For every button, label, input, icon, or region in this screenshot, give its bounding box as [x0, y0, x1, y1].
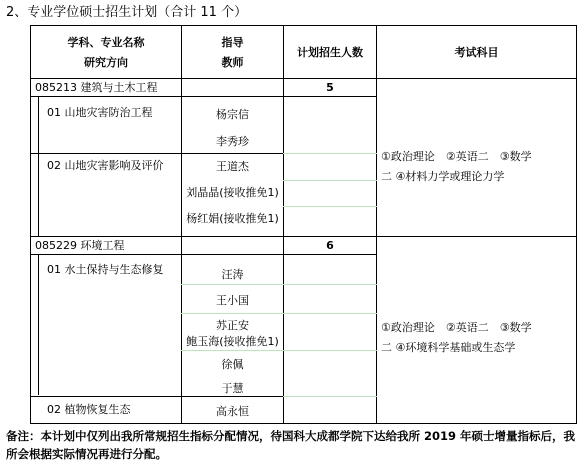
table-border-right: [576, 25, 577, 424]
teacher-name: 苏正安: [216, 319, 249, 332]
major2-direction1: 01 水土保持与生态修复: [47, 263, 164, 276]
table-border-bottom: [30, 423, 577, 424]
major2-quota: 6: [326, 239, 334, 252]
teacher-name: 徐佩: [221, 358, 244, 371]
teacher-name: 王道杰: [216, 160, 249, 173]
teacher-guide-2: [181, 313, 377, 314]
teacher-name: 汪涛: [221, 268, 244, 281]
major2-direction-divider: [30, 396, 284, 397]
header-teacher: 教师: [221, 56, 244, 69]
teacher-name: 王小国: [216, 294, 249, 307]
major1-exam-line1: ①政治理论 ②英语二 ③数学: [381, 150, 532, 163]
major1-exam-line2: 二 ④材料力学或理论力学: [381, 170, 505, 183]
major1-direction-divider: [30, 153, 284, 154]
footnote: 备注：本计划中仅列出我所常规招生指标分配情况，待国科大成都学院下达给我所 2019 年硕士增量指标后，我所会根据实际情况再进行分配。: [6, 429, 576, 461]
section-title: 2、专业学位硕士招生计划（合计 11 个）: [6, 5, 248, 20]
major1-indent-line: [38, 96, 39, 237]
table-border-left: [30, 25, 31, 424]
teacher-name: 杨红娟(接收推免1): [186, 212, 279, 225]
quota-guide-3: [283, 206, 377, 207]
major2-name: 085229 环境工程: [35, 239, 125, 252]
teacher-name: 李秀珍: [216, 135, 249, 148]
teacher-name: 高永恒: [216, 405, 249, 418]
major1-direction1: 01 山地灾害防治工程: [47, 106, 153, 119]
teacher-guide-3: [181, 350, 377, 351]
header-exam: 考试科目: [454, 46, 499, 59]
major1-quota: 5: [326, 81, 334, 94]
teacher-name: 于慧: [221, 382, 244, 395]
header-major-name: 学科、专业名称: [67, 36, 145, 49]
teacher-name: 杨宗信: [216, 108, 249, 121]
teacher-name: 鲍玉海(接收推免1): [186, 335, 279, 348]
table-border-top: [30, 25, 577, 26]
quota-guide-4: [283, 396, 377, 397]
teacher-guide-1: [181, 284, 377, 285]
teacher-name: 刘晶晶(接收推免1): [186, 186, 279, 199]
header-direction: 研究方向: [84, 56, 128, 69]
col-divider-exam: [376, 25, 377, 424]
major1-direction2: 02 山地灾害影响及评价: [47, 159, 164, 172]
major2-exam-line1: ①政治理论 ②英语二 ③数学: [381, 321, 532, 334]
quota-guide-2: [283, 180, 377, 181]
major-divider: [30, 236, 577, 237]
major1-name: 085213 建筑与土木工程: [35, 81, 158, 94]
major2-indent-line: [38, 254, 39, 395]
header-quota: 计划招生人数: [297, 46, 363, 59]
major2-direction2: 02 植物恢复生态: [47, 403, 131, 416]
quota-guide-1: [283, 153, 377, 154]
major2-name-divider: [30, 254, 377, 255]
header-divider: [30, 78, 577, 79]
major2-exam-line2: 二 ④环境科学基础或生态学: [381, 341, 516, 354]
header-guide: 指导: [221, 36, 244, 49]
major1-name-divider: [30, 96, 377, 97]
